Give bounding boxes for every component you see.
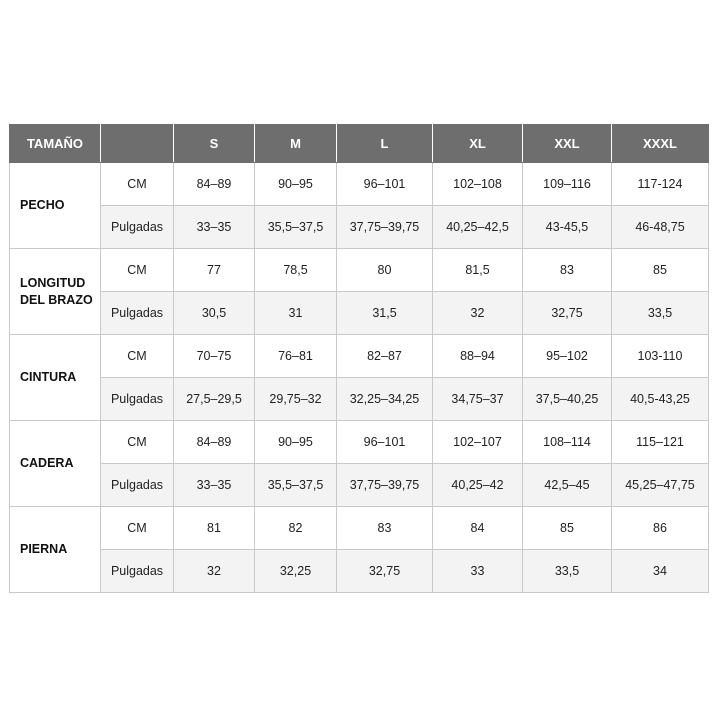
value-cell: 40,25–42 (433, 464, 523, 507)
table-row (10, 550, 709, 593)
value-cell: 102–107 (433, 421, 523, 464)
value-cell: 32 (174, 550, 255, 593)
value-cell: 30,5 (174, 292, 255, 335)
size-chart-table (9, 124, 709, 593)
table-row (10, 507, 709, 550)
table-body (10, 163, 709, 593)
value-cell: 37,5–40,25 (523, 378, 612, 421)
value-cell: 90–95 (255, 421, 337, 464)
value-cell: 37,75–39,75 (337, 464, 433, 507)
value-cell: 83 (523, 249, 612, 292)
value-cell: 77 (174, 249, 255, 292)
value-cell: 33–35 (174, 464, 255, 507)
value-cell: 42,5–45 (523, 464, 612, 507)
value-cell: 45,25–47,75 (612, 464, 709, 507)
table-row (10, 464, 709, 507)
value-cell: 33,5 (523, 550, 612, 593)
value-cell: 115–121 (612, 421, 709, 464)
size-header-l: L (337, 125, 433, 163)
value-cell: 78,5 (255, 249, 337, 292)
unit-label-inches: Pulgadas (101, 206, 174, 249)
measure-label-pierna: PIERNA (10, 507, 101, 593)
value-cell: 84–89 (174, 163, 255, 206)
value-cell: 43-45,5 (523, 206, 612, 249)
size-header-xxxl: XXXL (612, 125, 709, 163)
value-cell: 37,75–39,75 (337, 206, 433, 249)
unit-label-inches: Pulgadas (101, 464, 174, 507)
table-row (10, 421, 709, 464)
unit-label-cm: CM (101, 335, 174, 378)
value-cell: 81 (174, 507, 255, 550)
value-cell: 96–101 (337, 163, 433, 206)
size-header-xxl: XXL (523, 125, 612, 163)
value-cell: 31,5 (337, 292, 433, 335)
measure-label-cadera: CADERA (10, 421, 101, 507)
value-cell: 34,75–37 (433, 378, 523, 421)
header-row (10, 125, 709, 163)
value-cell: 29,75–32 (255, 378, 337, 421)
value-cell: 84 (433, 507, 523, 550)
value-cell: 85 (523, 507, 612, 550)
value-cell: 33–35 (174, 206, 255, 249)
value-cell: 81,5 (433, 249, 523, 292)
size-header-m: M (255, 125, 337, 163)
value-cell: 34 (612, 550, 709, 593)
value-cell: 82–87 (337, 335, 433, 378)
unit-label-cm: CM (101, 163, 174, 206)
measure-label-cintura: CINTURA (10, 335, 101, 421)
unit-label-cm: CM (101, 507, 174, 550)
size-header-label: TAMAÑO (10, 125, 101, 163)
size-header-xl: XL (433, 125, 523, 163)
value-cell: 95–102 (523, 335, 612, 378)
value-cell: 70–75 (174, 335, 255, 378)
value-cell: 35,5–37,5 (255, 206, 337, 249)
table-row (10, 292, 709, 335)
unit-header-label (101, 125, 174, 163)
value-cell: 117-124 (612, 163, 709, 206)
value-cell: 46-48,75 (612, 206, 709, 249)
value-cell: 32 (433, 292, 523, 335)
table-row (10, 163, 709, 206)
value-cell: 83 (337, 507, 433, 550)
value-cell: 32,25–34,25 (337, 378, 433, 421)
table-row (10, 378, 709, 421)
value-cell: 88–94 (433, 335, 523, 378)
value-cell: 96–101 (337, 421, 433, 464)
value-cell: 40,5-43,25 (612, 378, 709, 421)
value-cell: 84–89 (174, 421, 255, 464)
value-cell: 80 (337, 249, 433, 292)
table-row (10, 249, 709, 292)
value-cell: 108–114 (523, 421, 612, 464)
value-cell: 90–95 (255, 163, 337, 206)
value-cell: 35,5–37,5 (255, 464, 337, 507)
value-cell: 33,5 (612, 292, 709, 335)
value-cell: 102–108 (433, 163, 523, 206)
size-header-s: S (174, 125, 255, 163)
value-cell: 32,75 (523, 292, 612, 335)
unit-label-cm: CM (101, 249, 174, 292)
value-cell: 40,25–42,5 (433, 206, 523, 249)
unit-label-inches: Pulgadas (101, 378, 174, 421)
value-cell: 109–116 (523, 163, 612, 206)
value-cell: 33 (433, 550, 523, 593)
value-cell: 86 (612, 507, 709, 550)
value-cell: 27,5–29,5 (174, 378, 255, 421)
value-cell: 76–81 (255, 335, 337, 378)
value-cell: 31 (255, 292, 337, 335)
value-cell: 32,25 (255, 550, 337, 593)
measure-label-longitud-del-brazo: LONGITUD DEL BRAZO (10, 249, 101, 335)
value-cell: 103-110 (612, 335, 709, 378)
unit-label-inches: Pulgadas (101, 292, 174, 335)
value-cell: 32,75 (337, 550, 433, 593)
measure-label-pecho: PECHO (10, 163, 101, 249)
table-row (10, 206, 709, 249)
value-cell: 82 (255, 507, 337, 550)
value-cell: 85 (612, 249, 709, 292)
unit-label-cm: CM (101, 421, 174, 464)
unit-label-inches: Pulgadas (101, 550, 174, 593)
table-row (10, 335, 709, 378)
